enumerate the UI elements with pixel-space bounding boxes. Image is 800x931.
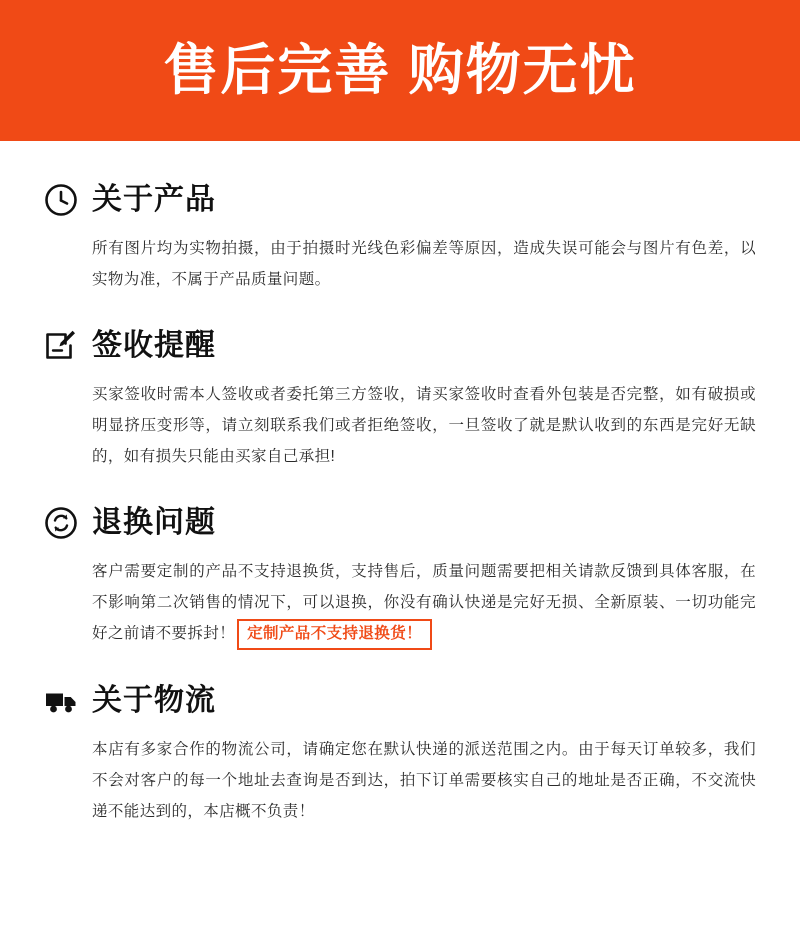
section-about-product <box>0 183 800 295</box>
section-paragraph: 所有图片均为实物拍摄，由于拍摄时光线色彩偏差等原因，造成失误可能会与图片有色差，以实物为准，不属于产品质量问题。 <box>92 240 756 288</box>
section-header <box>44 329 772 363</box>
clock-icon <box>44 183 78 217</box>
banner <box>0 0 800 141</box>
return-arrows-icon <box>44 506 78 540</box>
section-paragraph: 本店有多家合作的物流公司，请确定您在默认快递的派送范围之内。由于每天订单较多，我们不会对客户的每一个地址去查询是否到达，拍下订单需要核实自己的地址是否正确，不交流快递不能达到的，本店概不负责！ <box>92 740 756 820</box>
section-title: 签收提醒 <box>92 329 216 362</box>
section-body <box>44 734 772 827</box>
section-body <box>44 556 772 650</box>
truck-icon <box>44 684 78 718</box>
signature-box-icon <box>44 329 78 363</box>
section-body <box>44 379 772 472</box>
section-body <box>44 233 772 295</box>
section-about-logistics <box>0 684 800 827</box>
banner-title: 售后完善 购物无忧 <box>163 39 637 101</box>
section-receipt-reminder <box>0 329 800 472</box>
no-return-custom-products-tag: 定制产品不支持退换货！ <box>237 619 432 650</box>
section-paragraph-text: 客户需要定制的产品不支持退换货，支持售后，质量问题需要把相关请款反馈到具体客服，在不影响第二次销售的情况下，可以退换，你没有确认快递是完好无损、全新原装、一切功能完好之前请不要拆封！ <box>92 563 756 642</box>
section-title: 关于物流 <box>92 683 216 717</box>
section-paragraph: 买家签收时需本人签收或者委托第三方签收，请买家签收时查看外包装是否完整，如有破损或明显挤压变形等，请立刻联系我们或者拒绝签收，一旦签收了就是默认收到的东西是完好无缺的，如有损失只能由买家自己承担! <box>92 386 756 465</box>
section-header <box>44 506 772 540</box>
sections-container <box>0 141 800 827</box>
section-header <box>44 183 772 217</box>
section-paragraph <box>92 556 756 650</box>
section-header <box>44 684 772 718</box>
section-return-exchange <box>0 506 800 650</box>
section-title: 关于产品 <box>92 183 216 216</box>
section-title: 退换问题 <box>92 506 216 539</box>
